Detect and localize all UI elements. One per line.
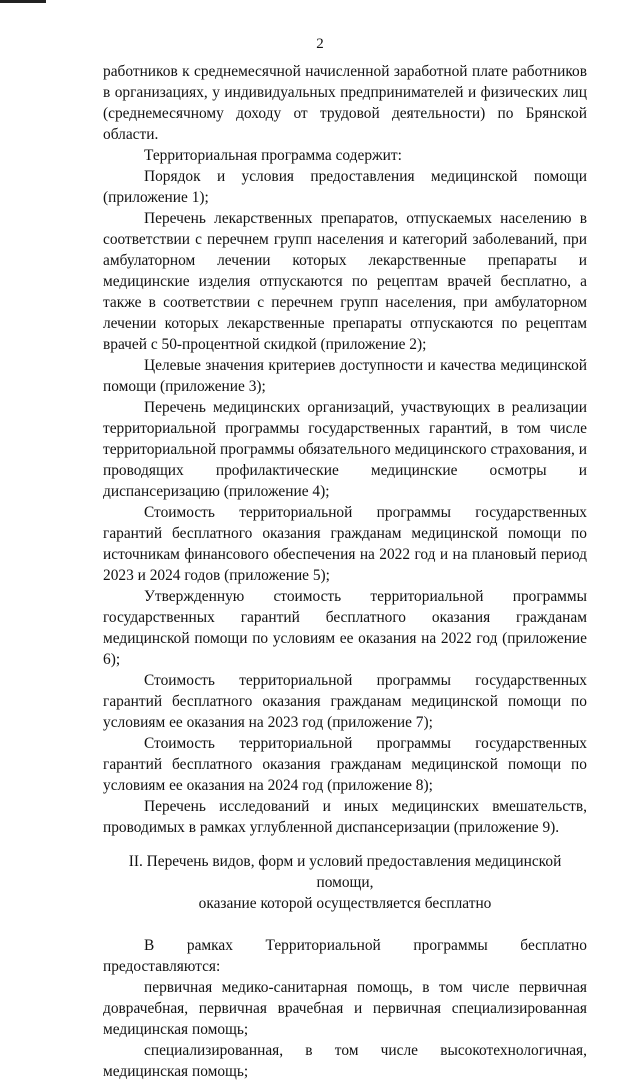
appendix-7-item: Стоимость территориальной программы государственных гарантий бесплатного оказания гражданам медицинской помощи по условиям ее оказания на 2023 год (приложение 7); <box>103 672 587 731</box>
section-2-heading-line-2: оказание которой осуществляется бесплатно <box>198 895 492 912</box>
contents-lead: Территориальная программа содержит: <box>144 147 402 164</box>
section-2-heading-line-1: II. Перечень видов, форм и условий предоставления медицинской помощи, <box>128 853 562 891</box>
page-number: 2 <box>316 36 324 52</box>
section-2-lead: В рамках Территориальной программы бесплатно предоставляются: <box>103 937 587 975</box>
appendix-9-item: Перечень исследований и иных медицинских вмешательств, проводимых в рамках углубленной диспансеризации (приложение 9). <box>103 798 587 836</box>
specialized-care-item: специализированная, в том числе высокотехнологичная, медицинская помощь; <box>103 1042 587 1080</box>
appendix-5-item: Стоимость территориальной программы государственных гарантий бесплатного оказания гражданам медицинской помощи по источникам финансового обеспечения на 2022 год и на плановый период 2023 и 2024 годов (приложение 5); <box>103 504 587 584</box>
document-body <box>103 61 587 1082</box>
top-edge-mark <box>0 0 46 3</box>
appendix-6-item: Утвержденную стоимость территориальной программы государственных гарантий бесплатного оказания гражданам медицинской помощи по условиям ее оказания на 2022 год (приложение 6); <box>103 588 587 668</box>
appendix-4-item: Перечень медицинских организаций, участвующих в реализации территориальной программы государственных гарантий, в том числе территориальной программы обязательного медицинского страхования, и проводящих профилактические медицинские осмотры и диспансеризацию (приложение 4); <box>103 399 587 500</box>
appendix-3-item: Целевые значения критериев доступности и качества медицинской помощи (приложение 3); <box>103 357 587 395</box>
appendix-2-item: Перечень лекарственных препаратов, отпускаемых населению в соответствии с перечнем групп населения и категорий заболеваний, при амбулаторном лечении которых лекарственные препараты и медицинские изделия отпускаются по рецептам врачей бесплатно, а также в соответствии с перечнем групп населения, при амбулаторном лечении которых лекарственные препараты отпускаются по рецептам врачей с 50-процентной скидкой (приложение 2); <box>103 210 587 353</box>
appendix-1-item: Порядок и условия предоставления медицинской помощи (приложение 1); <box>103 168 587 206</box>
intro-paragraph: работников к среднемесячной начисленной заработной плате работников в организациях, у индивидуальных предпринимателей и физических лиц (среднемесячному доходу от трудовой деятельности) по Брянской области. <box>103 63 587 143</box>
primary-care-item: первичная медико-санитарная помощь, в том числе первичная доврачебная, первичная врачебная и первичная специализированная медицинская помощь; <box>103 979 587 1038</box>
appendix-8-item: Стоимость территориальной программы государственных гарантий бесплатного оказания гражданам медицинской помощи по условиям ее оказания на 2024 год (приложение 8); <box>103 735 587 794</box>
